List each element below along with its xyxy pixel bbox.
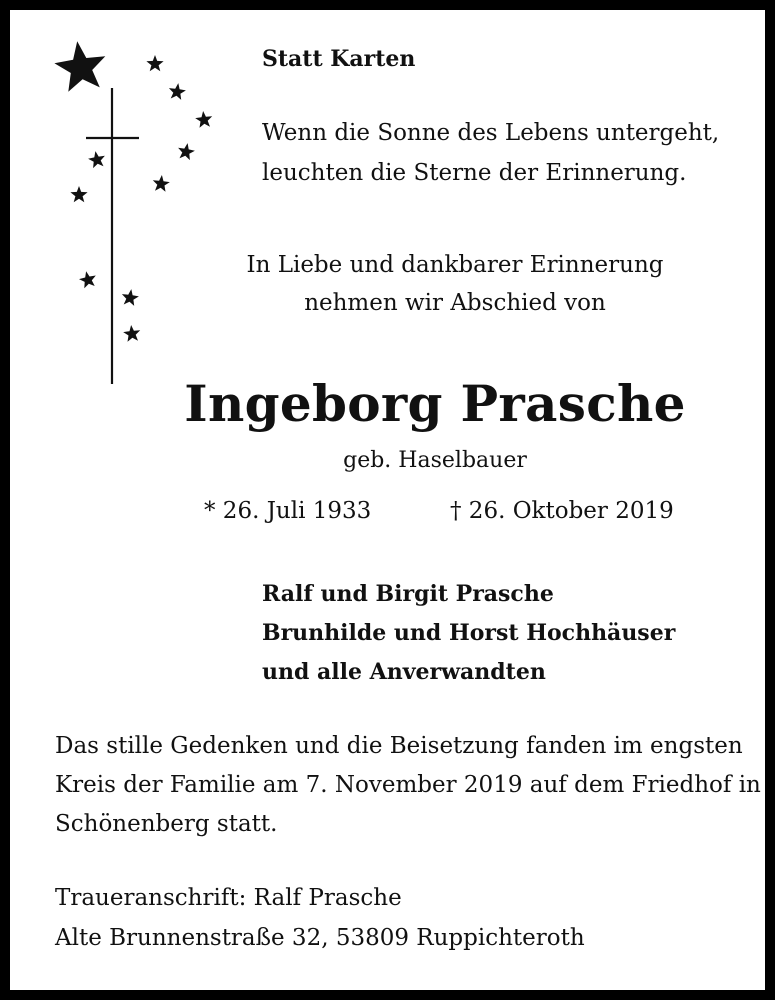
star-icon [153, 175, 170, 192]
verse-line-1: Wenn die Sonne des Lebens untergeht, [262, 120, 720, 146]
intro-line-2: nehmen wir Abschied von [304, 290, 606, 316]
mourner-line-2: Brunhilde und Horst Hochhäuser [262, 620, 676, 646]
mourner-line-3: und alle Anverwandten [262, 659, 546, 685]
star-icon [195, 111, 212, 128]
star-icon [70, 186, 87, 202]
cross-icon [86, 88, 139, 384]
star-icon [169, 83, 186, 100]
cross-and-stars-decoration [0, 0, 260, 400]
address-line-1: Traueranschrift: Ralf Prasche [55, 885, 402, 911]
birth-date: * 26. Juli 1933 [204, 498, 372, 524]
verse-line-2: leuchten die Sterne der Erinnerung. [262, 160, 687, 186]
notice-line-2: Kreis der Familie am 7. November 2019 auf dem Friedhof in [55, 772, 761, 798]
star-icon [88, 151, 105, 168]
notice-line-3: Schönenberg statt. [55, 811, 278, 837]
notice-line-1: Das stille Gedenken und die Beisetzung fanden im engsten [55, 733, 743, 759]
star-icon [123, 325, 140, 342]
birth-name: geb. Haselbauer [343, 448, 527, 473]
star-icon [54, 41, 105, 92]
death-date: † 26. Oktober 2019 [450, 498, 674, 524]
address-line-2: Alte Brunnenstraße 32, 53809 Ruppichteroth [55, 925, 585, 951]
star-icon [178, 143, 195, 160]
mourner-line-1: Ralf und Birgit Prasche [262, 581, 554, 607]
intro-line-1: In Liebe und dankbarer Erinnerung [246, 252, 664, 278]
deceased-name: Ingeborg Prasche [184, 374, 686, 433]
header-statt-karten: Statt Karten [262, 46, 416, 72]
star-icon [146, 55, 163, 71]
